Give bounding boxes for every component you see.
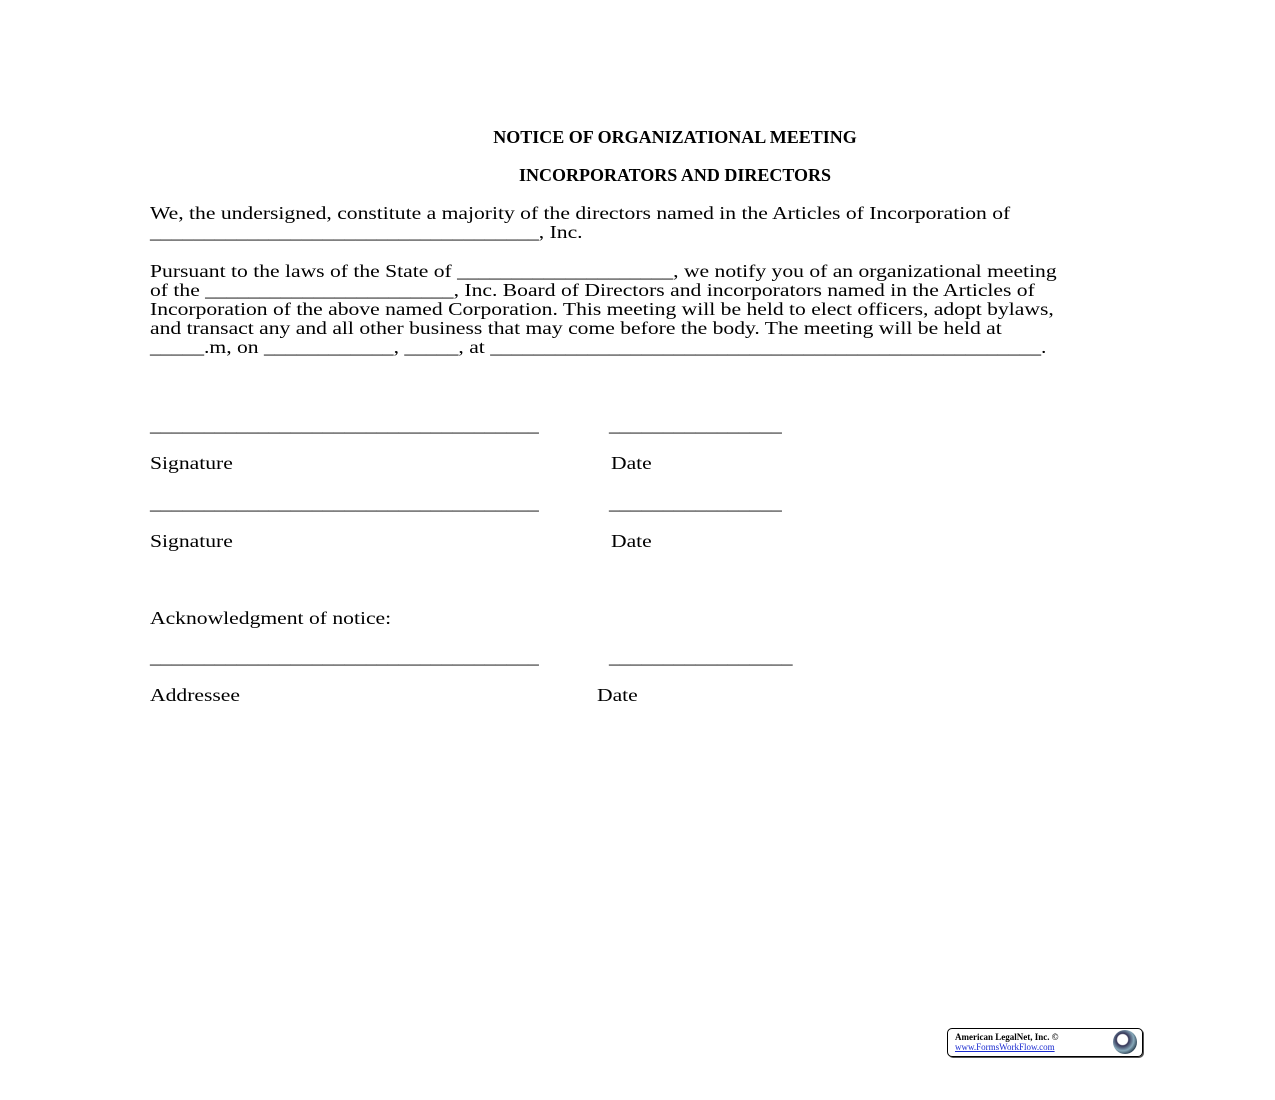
globe-icon [1113,1030,1137,1054]
document-title: NOTICE OF ORGANIZATIONAL MEETING [493,127,857,147]
signature-line: ____________________________________ [150,415,539,435]
paragraph2-line: Incorporation of the above named Corporation. This meeting will be held to elect officers, adopt bylaws, [150,299,1054,319]
addressee-date-line: _________________ [609,647,793,667]
date-line: ________________ [609,415,782,435]
paragraph2-line: and transact any and all other business that may come before the body. The meeting will be held at [150,318,1002,338]
footer-company: American LegalNet, Inc. © [955,1032,1059,1042]
paragraph2-line: _____.m, on ____________, _____, at ___________________________________________________. [150,337,1047,357]
footer-url-link[interactable]: www.FormsWorkFlow.com [955,1042,1055,1052]
signature-label: Signature [150,453,233,473]
paragraph1-line: We, the undersigned, constitute a majority of the directors named in the Articles of Incorporation of [150,203,1011,223]
document-subtitle: INCORPORATORS AND DIRECTORS [518,165,832,185]
paragraph2-line: Pursuant to the laws of the State of ____________________, we notify you of an organizational meeting [150,261,1057,281]
addressee-date-label: Date [597,685,638,705]
paragraph2-line: of the _______________________, Inc. Board of Directors and incorporators named in the Articles of [150,280,1035,300]
addressee-label: Addressee [150,685,240,705]
date-label: Date [611,453,652,473]
date-label: Date [611,531,652,551]
date-line: ________________ [609,493,782,513]
signature-line: ____________________________________ [150,493,539,513]
signature-label: Signature [150,531,233,551]
footer-logo [947,1028,1143,1057]
addressee-line: ____________________________________ [150,647,539,667]
acknowledgment-heading: Acknowledgment of notice: [150,608,392,628]
paragraph1-line: ____________________________________, Inc. [150,222,583,242]
